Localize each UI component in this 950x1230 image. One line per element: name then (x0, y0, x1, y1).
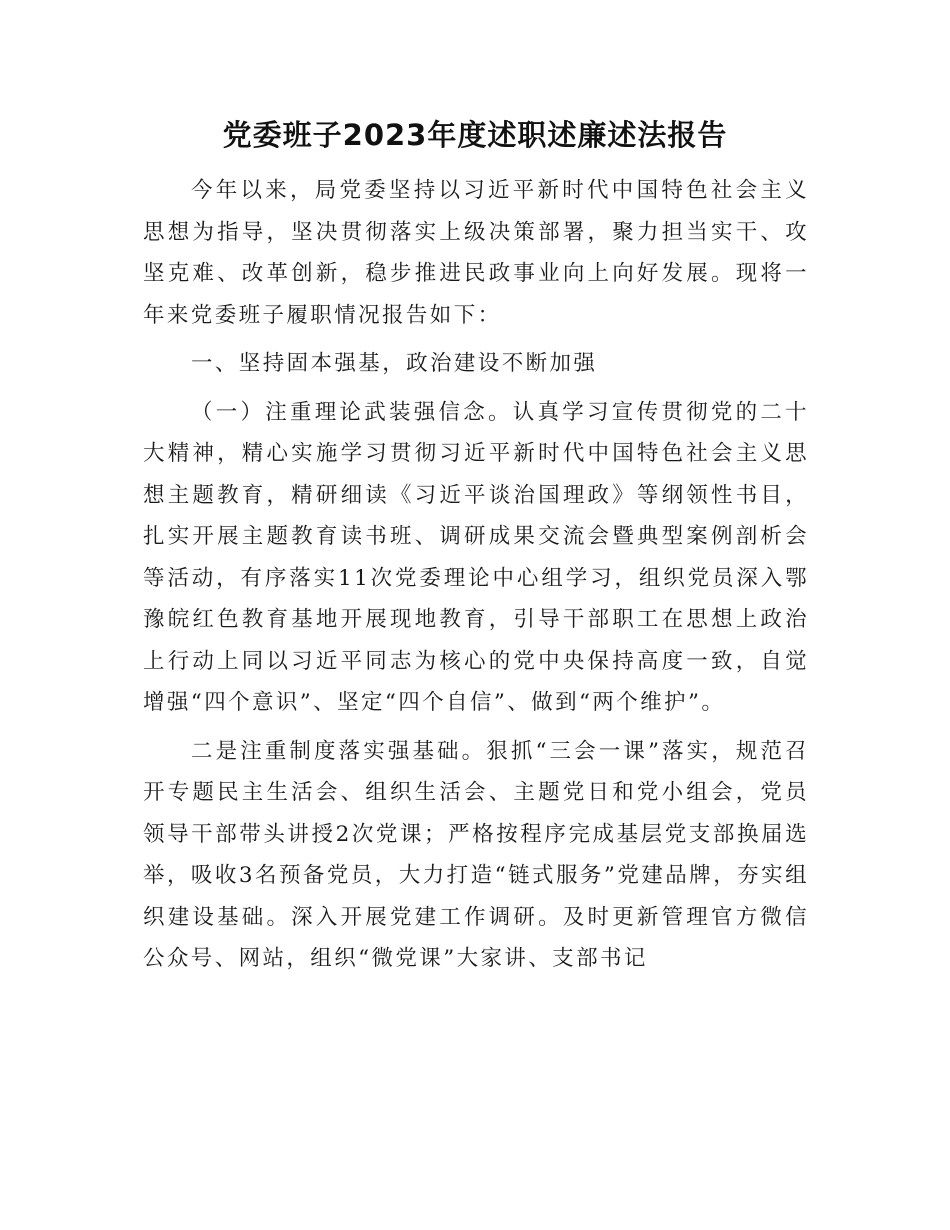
section-heading: 一、坚持固本强基，政治建设不断加强 (191, 351, 598, 376)
subsection-paragraph-1: （一）注重理论武装强信念。认真学习宣传贯彻党的二十大精神，精心实施学习贯彻习近平新时代中国特色社会主义思想主题教育，精研细读《习近平谈治国理政》等纲领性书目，扎实开展主题教育读书班、调研成果交流会暨典型案例剖析会等活动，有序落实11次党委理论中心组学习，组织党员深入鄂豫皖红色教育基地开展现地教育，引导干部职工在思想上政治上行动上同以习近平同志为核心的党中央保持高度一致，自觉增强“四个意识”、坚定“四个自信”、做到“两个维护”。 (143, 399, 809, 715)
document-title: 党委班子2023年度述职述廉述法报告 (222, 118, 728, 152)
subsection-paragraph-2: 二是注重制度落实强基础。狠抓“三会一课”落实，规范召开专题民主生活会、组织生活会、主题党日和党小组会，党员领导干部带头讲授2次党课；严格按程序完成基层党支部换届选举，吸收3名预备党员，大力打造“链式服务”党建品牌，夯实组织建设基础。深入开展党建工作调研。及时更新管理官方微信公众号、网站，组织“微党课”大家讲、支部书记 (143, 738, 809, 971)
document-body (143, 170, 809, 980)
intro-paragraph: 今年以来，局党委坚持以习近平新时代中国特色社会主义思想为指导，坚决贯彻落实上级决策部署，聚力担当实干、攻坚克难、改革创新，稳步推进民政事业向上向好发展。现将一年来党委班子履职情况报告如下： (143, 178, 809, 328)
